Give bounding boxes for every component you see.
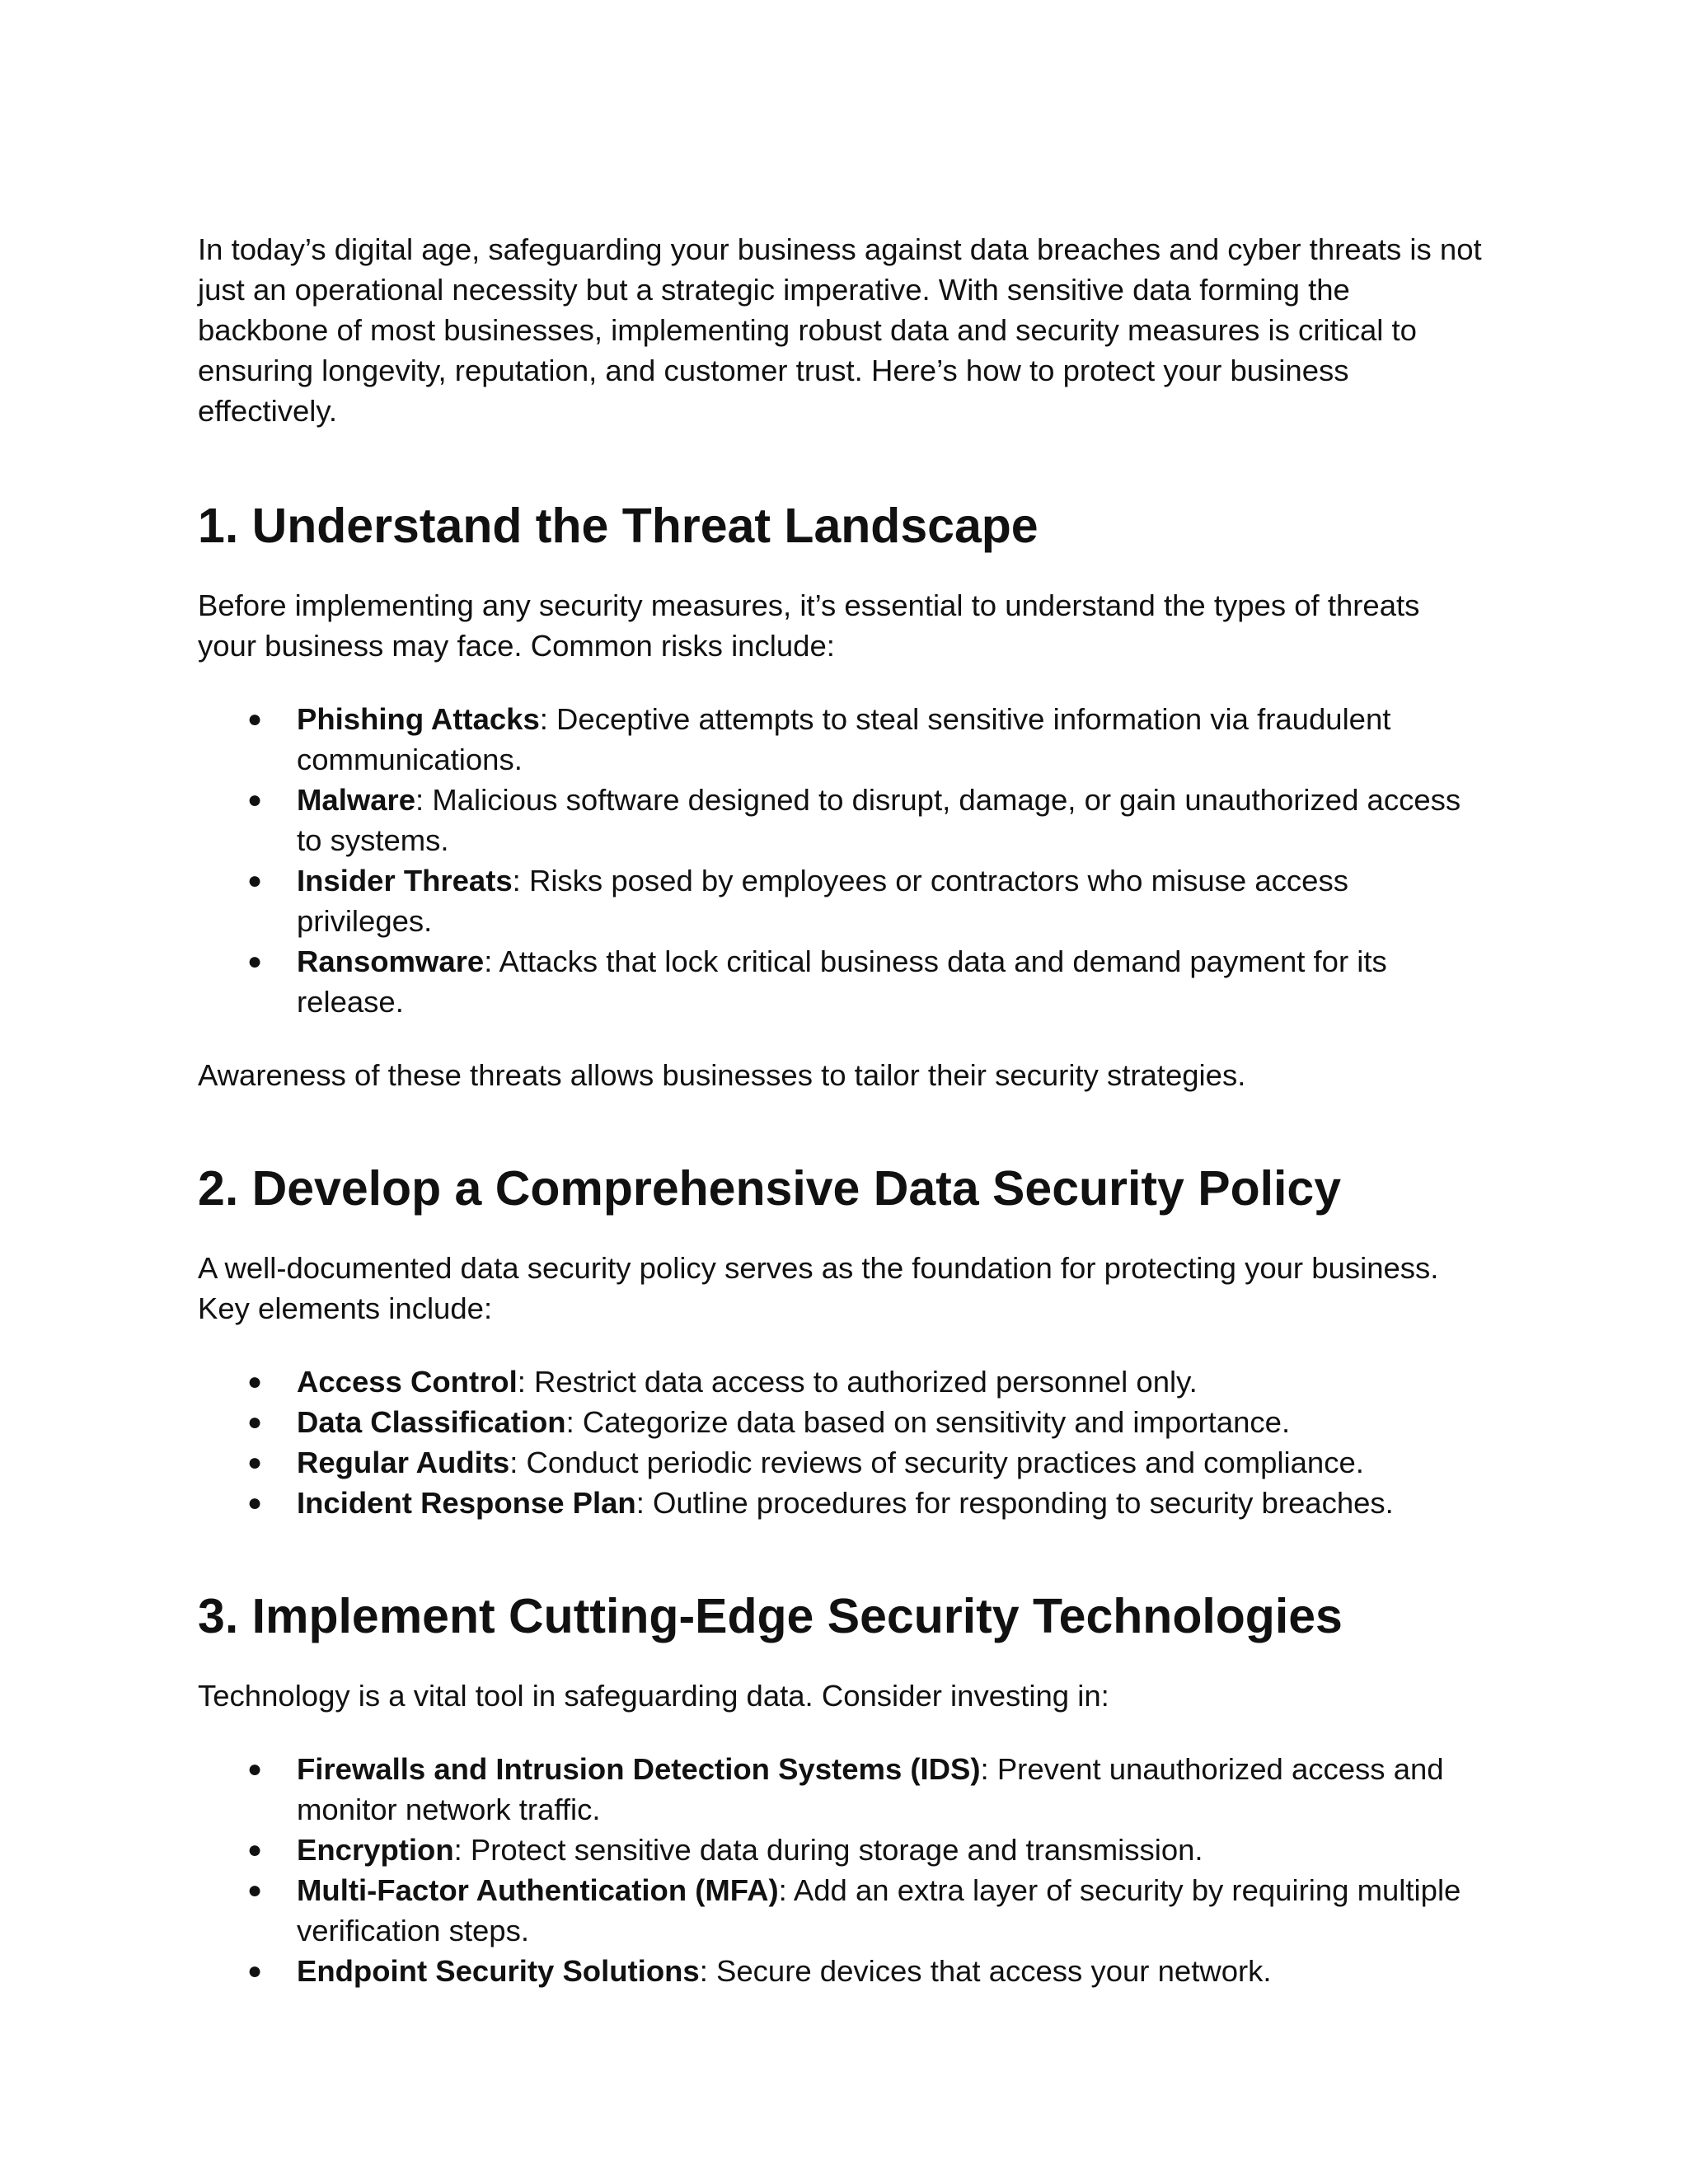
item-text: : Categorize data based on sensitivity and importance. xyxy=(565,1405,1291,1439)
bullet-icon: ● xyxy=(247,1408,263,1436)
list-item xyxy=(198,699,1484,780)
bullet-icon: ● xyxy=(247,867,263,894)
item-text: : Risks posed by employees or contractors who misuse access privileges. xyxy=(297,864,1348,938)
list-item xyxy=(198,1361,1484,1402)
section-lead: Before implementing any security measures, it’s essential to understand the types of threats your business may face. Common risks include: xyxy=(198,588,1420,663)
item-term: Access Control xyxy=(297,1365,518,1399)
bullet-icon: ● xyxy=(247,948,263,975)
item-text: : Attacks that lock critical business data and demand payment for its release. xyxy=(297,944,1387,1019)
section-security-technologies xyxy=(198,1587,1484,1991)
section-threat-landscape xyxy=(198,497,1484,1095)
item-text: : Secure devices that access your network. xyxy=(699,1954,1272,1988)
item-term: Firewalls and Intrusion Detection Systems (IDS) xyxy=(297,1752,981,1786)
section-lead: A well-documented data security policy serves as the foundation for protecting your business. Key elements include: xyxy=(198,1251,1439,1325)
section-closing: Awareness of these threats allows businesses to tailor their security strategies. xyxy=(198,1058,1246,1092)
item-term: Ransomware xyxy=(297,944,485,978)
section-lead: Technology is a vital tool in safeguarding data. Consider investing in: xyxy=(198,1679,1109,1713)
item-term: Regular Audits xyxy=(297,1446,510,1479)
item-term: Malware xyxy=(297,783,416,817)
list-item xyxy=(198,1951,1484,1991)
item-term: Incident Response Plan xyxy=(297,1486,636,1520)
list-item xyxy=(198,1483,1484,1523)
item-term: Phishing Attacks xyxy=(297,702,540,736)
item-term: Encryption xyxy=(297,1833,454,1867)
item-text: : Deceptive attempts to steal sensitive information via fraudulent communications. xyxy=(297,702,1391,776)
item-term: Insider Threats xyxy=(297,864,513,898)
list-item xyxy=(198,941,1484,1022)
item-text: : Prevent unauthorized access and monitor network traffic. xyxy=(297,1752,1444,1826)
bullet-icon: ● xyxy=(247,1755,263,1783)
item-term: Endpoint Security Solutions xyxy=(297,1954,700,1988)
list-item xyxy=(198,1442,1484,1483)
bullet-icon: ● xyxy=(247,1957,263,1985)
bullet-list xyxy=(198,699,1484,1022)
document-page xyxy=(198,229,1484,2055)
bullet-icon: ● xyxy=(247,1368,263,1395)
item-term: Data Classification xyxy=(297,1405,566,1439)
list-item xyxy=(198,860,1484,941)
item-text: : Conduct periodic reviews of security practices and compliance. xyxy=(509,1446,1364,1479)
section-heading: 2. Develop a Comprehensive Data Security Policy xyxy=(198,1161,1342,1216)
list-item xyxy=(198,1870,1484,1951)
list-item xyxy=(198,1749,1484,1830)
item-text: : Protect sensitive data during storage and transmission. xyxy=(453,1833,1203,1867)
bullet-icon: ● xyxy=(247,786,263,813)
section-heading: 3. Implement Cutting-Edge Security Technologies xyxy=(198,1589,1343,1643)
item-term: Multi-Factor Authentication (MFA) xyxy=(297,1873,779,1907)
bullet-list xyxy=(198,1749,1484,1991)
intro-paragraph: In today’s digital age, safeguarding your business against data breaches and cyber threats is not just an operational necessity but a strategic imperative. With sensitive data forming the backbone of most businesses, implementing robust data and security measures is critical to ensuring longevity, reputation, and customer trust. Here’s how to protect your business effectively. xyxy=(198,232,1482,428)
section-security-policy xyxy=(198,1160,1484,1523)
bullet-icon: ● xyxy=(247,705,263,733)
item-text: : Malicious software designed to disrupt, damage, or gain unauthorized access to systems. xyxy=(297,783,1461,857)
list-item xyxy=(198,1402,1484,1442)
bullet-icon: ● xyxy=(247,1836,263,1863)
bullet-list xyxy=(198,1361,1484,1523)
item-text: : Outline procedures for responding to security breaches. xyxy=(635,1486,1394,1520)
item-text: : Restrict data access to authorized personnel only. xyxy=(517,1365,1198,1399)
list-item xyxy=(198,1830,1484,1870)
bullet-icon: ● xyxy=(247,1489,263,1516)
bullet-icon: ● xyxy=(247,1449,263,1476)
item-text: : Add an extra layer of security by requiring multiple verification steps. xyxy=(297,1873,1461,1947)
section-heading: 1. Understand the Threat Landscape xyxy=(198,499,1039,553)
list-item xyxy=(198,780,1484,860)
bullet-icon: ● xyxy=(247,1877,263,1904)
